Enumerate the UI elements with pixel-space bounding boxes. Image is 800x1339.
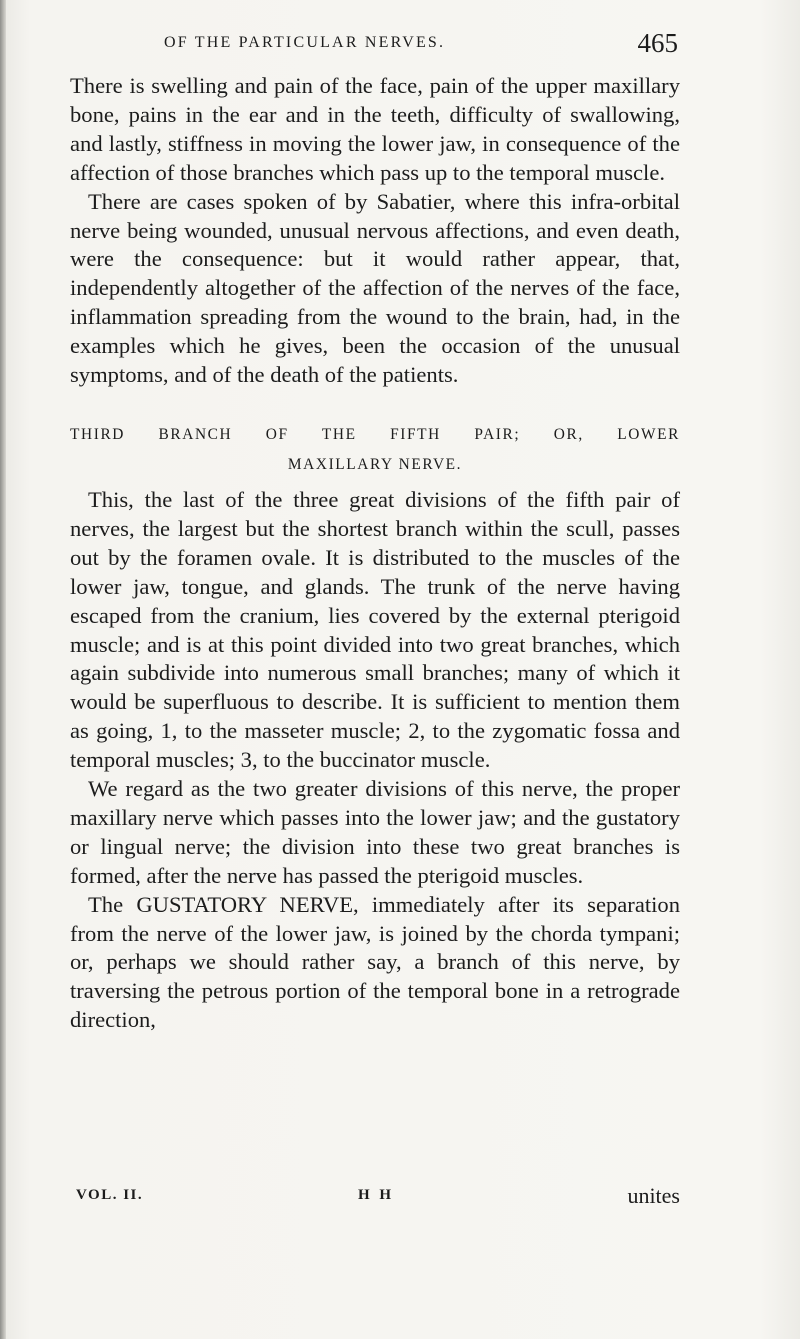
- page-binding-edge: [0, 0, 6, 1339]
- section-heading: [70, 420, 680, 480]
- volume-signature: VOL. II.: [76, 1187, 144, 1203]
- page-footer: [70, 1183, 680, 1213]
- running-head: [70, 28, 680, 62]
- running-title: OF THE PARTICULAR NERVES.: [164, 34, 446, 51]
- body-text: [70, 72, 680, 1035]
- catchword: unites: [627, 1183, 680, 1208]
- section-heading-line: THIRD BRANCH OF THE FIFTH PAIR; OR, LOWER: [70, 425, 680, 443]
- paragraph: The GUSTATORY NERVE, immediately after its separation from the nerve of the lower jaw, is joined by the chorda tympani; or, perhaps we should rather say, a branch of this nerve, by traversing the petrous portion of the temporal bone in a retrograde direction,: [70, 891, 680, 1033]
- paragraph: We regard as the two greater divisions of this nerve, the proper maxillary nerve which passes into the lower jaw; and the gustatory or lingual nerve; the division into these two great branches is formed, after the nerve has passed the pterigoid muscles.: [70, 776, 680, 888]
- paragraph: There is swelling and pain of the face, pain of the upper maxillary bone, pains in the ear and in the teeth, difficulty of swallowing, and lastly, stiffness in moving the lower jaw, in consequence of the affection of those branches which pass up to the temporal muscle.: [70, 73, 680, 185]
- page-number: 465: [637, 28, 678, 58]
- paragraph: This, the last of the three great divisions of the fifth pair of nerves, the largest but the shortest branch within the scull, passes out by the foramen ovale. It is distributed to the muscles of the lower jaw, tongue, and glands. The trunk of the nerve having escaped from the cranium, lies covered by the external pterigoid muscle; and is at this point divided into two great branches, which again subdivide into numerous small branches; many of which it would be superfluous to describe. It is sufficient to mention them as going, 1, to the masseter muscle; 2, to the zygomatic fossa and temporal muscles; 3, to the buccinator muscle.: [70, 486, 680, 773]
- section-heading-line: MAXILLARY NERVE.: [287, 455, 463, 473]
- signature-mark: H H: [358, 1187, 395, 1203]
- paragraph: There are cases spoken of by Sabatier, where this infra-orbital nerve being wounded, unusual nervous affections, and even death, were the consequence: but it would rather appear, that, independently altogether of the affection of the nerves of the face, inflammation spreading from the wound to the brain, had, in the examples which he gives, been the occasion of the unusual symptoms, and of the death of the patients.: [70, 188, 680, 388]
